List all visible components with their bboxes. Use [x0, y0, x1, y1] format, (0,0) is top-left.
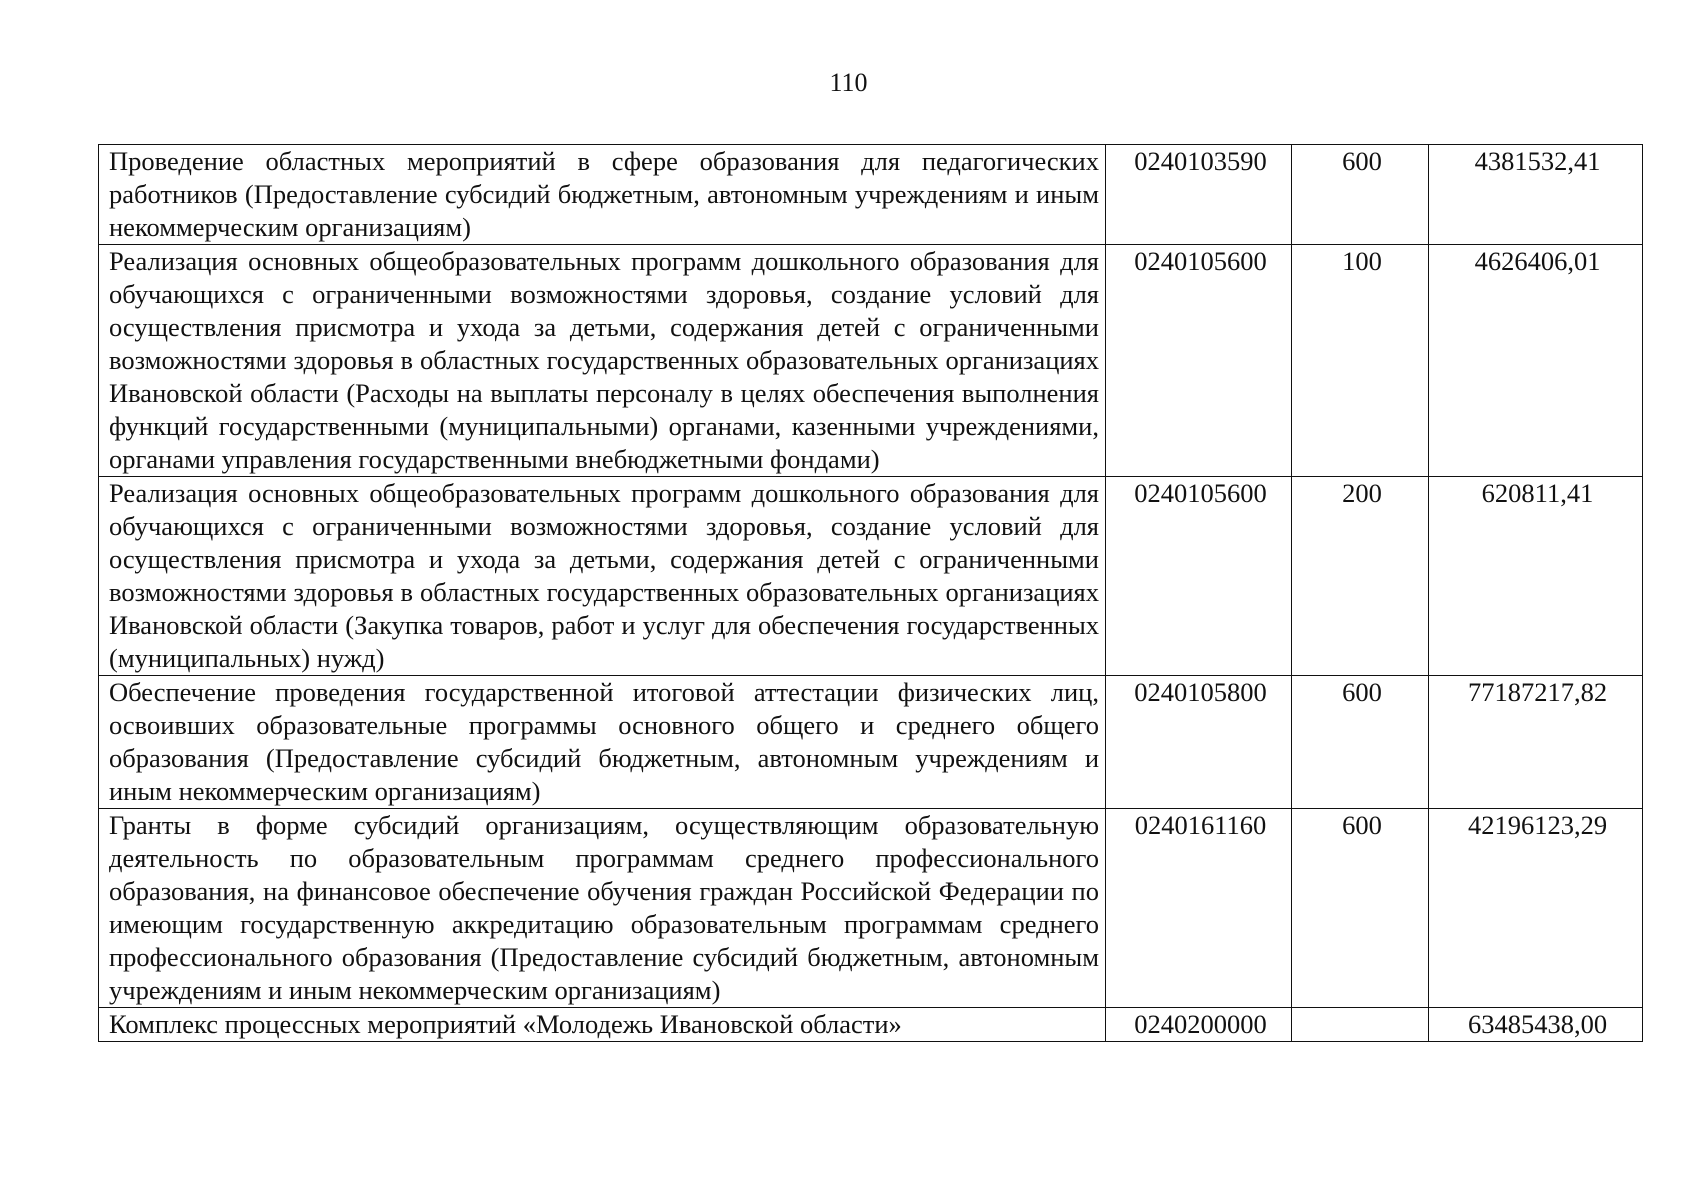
row-target-code: 0240105800	[1106, 676, 1292, 809]
row-amount: 4381532,41	[1429, 145, 1643, 245]
row-target-code: 0240105600	[1106, 245, 1292, 477]
budget-table	[98, 144, 1643, 1042]
table-row	[99, 676, 1643, 809]
table-row	[99, 809, 1643, 1008]
row-amount: 77187217,82	[1429, 676, 1643, 809]
row-expense-type: 200	[1292, 477, 1429, 676]
row-expense-type: 100	[1292, 245, 1429, 477]
row-amount: 4626406,01	[1429, 245, 1643, 477]
row-expense-type: 600	[1292, 145, 1429, 245]
row-amount: 620811,41	[1429, 477, 1643, 676]
row-description: Реализация основных общеобразовательных программ дошкольного образования для обучающихся с ограниченными возможностями здоровья, создание условий для осуществления присмотра и ухода за детьми, содержания детей с ограниченными возможностями здоровья в областных государственных образовательных организациях Ивановской области (Расходы на выплаты персоналу в целях обеспечения выполнения функций государственными (муниципальными) органами, казенными учреждениями, органами управления государственными внебюджетными фондами)	[99, 245, 1106, 477]
page-number: 110	[829, 68, 868, 97]
row-amount: 63485438,00	[1429, 1008, 1643, 1042]
row-description: Реализация основных общеобразовательных программ дошкольного образования для обучающихся с ограниченными возможностями здоровья, создание условий для осуществления присмотра и ухода за детьми, содержания детей с ограниченными возможностями здоровья в областных государственных образовательных организациях Ивановской области (Закупка товаров, работ и услуг для обеспечения государственных (муниципальных) нужд)	[99, 477, 1106, 676]
row-expense-type: 600	[1292, 676, 1429, 809]
table-row	[99, 477, 1643, 676]
row-target-code: 0240161160	[1106, 809, 1292, 1008]
row-description: Проведение областных мероприятий в сфере образования для педагогических работников (Предоставление субсидий бюджетным, автономным учреждениям и иным некоммерческим организациям)	[99, 145, 1106, 245]
row-description: Комплекс процессных мероприятий «Молодежь Ивановской области»	[99, 1008, 1106, 1042]
row-description: Обеспечение проведения государственной итоговой аттестации физических лиц, освоивших образовательные программы основного общего и среднего общего образования (Предоставление субсидий бюджетным, автономным учреждениям и иным некоммерческим организациям)	[99, 676, 1106, 809]
row-target-code: 0240105600	[1106, 477, 1292, 676]
row-expense-type	[1292, 1008, 1429, 1042]
table-row	[99, 1008, 1643, 1042]
table-row	[99, 145, 1643, 245]
row-target-code: 0240103590	[1106, 145, 1292, 245]
row-target-code: 0240200000	[1106, 1008, 1292, 1042]
table-row	[99, 245, 1643, 477]
row-expense-type: 600	[1292, 809, 1429, 1008]
row-amount: 42196123,29	[1429, 809, 1643, 1008]
row-description: Гранты в форме субсидий организациям, осуществляющим образовательную деятельность по образовательным программам среднего профессионального образования, на финансовое обеспечение обучения граждан Российской Федерации по имеющим государственную аккредитацию образовательным программам среднего профессионального образования (Предоставление субсидий бюджетным, автономным учреждениям и иным некоммерческим организациям)	[99, 809, 1106, 1008]
